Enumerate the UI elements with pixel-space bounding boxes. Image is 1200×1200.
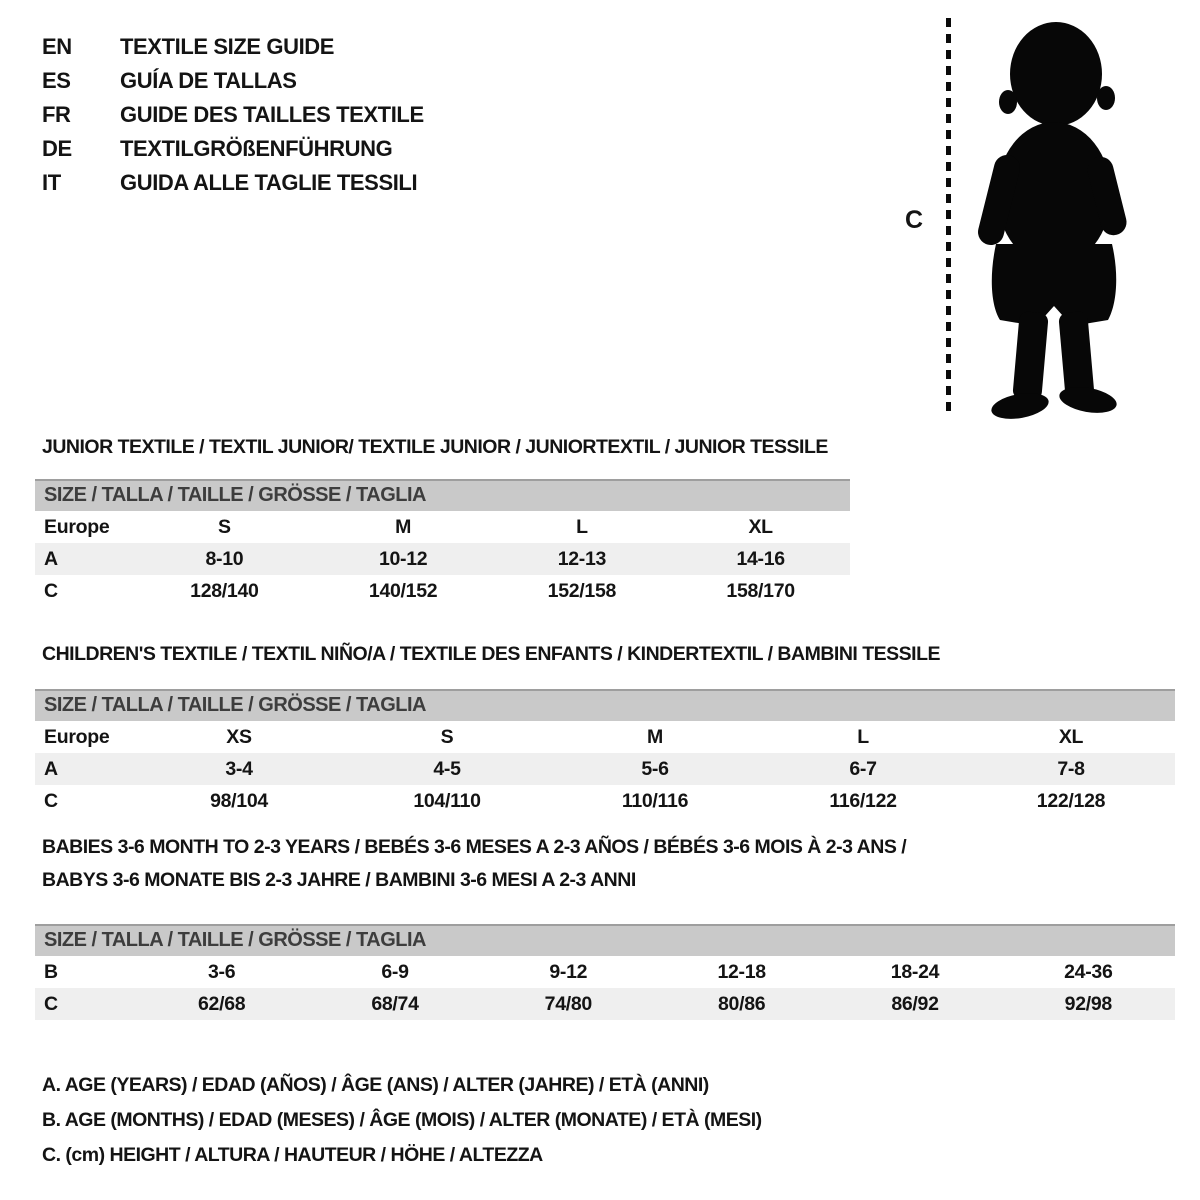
babies-section-title-line2: BABYS 3-6 MONATE BIS 2-3 JAHRE / BAMBINI 3-6 MESI A 2-3 ANNI (42, 869, 636, 891)
children-size-table (35, 689, 1175, 817)
children-section-title: CHILDREN'S TEXTILE / TEXTIL NIÑO/A / TEXTILE DES ENFANTS / KINDERTEXTIL / BAMBINI TESSILE (42, 643, 941, 665)
language-code: FR (42, 102, 71, 127)
table-cell: 3-6 (208, 961, 236, 983)
table-cell: 12-13 (557, 548, 607, 570)
guide-title-es: GUÍA DE TALLAS (120, 68, 297, 93)
size-header-bar: SIZE / TALLA / TAILLE / GRÖSSE / TAGLIA (35, 479, 850, 511)
row-label: C (44, 790, 58, 812)
toddler-silhouette-icon (956, 14, 1148, 422)
language-code: ES (42, 68, 71, 93)
junior-size-table (35, 479, 850, 607)
table-row-height (35, 988, 1175, 1020)
table-cell: S (218, 516, 231, 538)
table-cell: 8-10 (205, 548, 244, 570)
language-code: IT (42, 170, 61, 195)
table-cell: 12-18 (717, 961, 766, 983)
table-cell: 98/104 (210, 790, 268, 812)
language-row-es (42, 64, 424, 98)
legend (42, 1068, 762, 1173)
table-cell: 110/116 (621, 790, 689, 812)
table-cell: L (857, 726, 869, 748)
table-cell: XS (226, 726, 252, 748)
table-cell: 24-36 (1064, 961, 1113, 983)
table-cell: 18-24 (890, 961, 940, 983)
table-cell: M (395, 516, 412, 538)
table-cell: 122/128 (1036, 790, 1106, 812)
row-label: C (44, 993, 58, 1015)
table-cell: 7-8 (1057, 758, 1085, 780)
table-cell: 3-4 (225, 758, 253, 780)
row-label: A (44, 548, 58, 570)
table-row-europe (35, 511, 850, 543)
language-code: DE (42, 136, 72, 161)
language-code: EN (42, 34, 72, 59)
language-row-en (42, 30, 424, 64)
table-cell: 140/152 (368, 580, 438, 602)
table-row-age (35, 543, 850, 575)
language-row-it (42, 166, 424, 200)
table-cell: 10-12 (378, 548, 428, 570)
row-label: Europe (44, 516, 110, 538)
row-label: Europe (44, 726, 110, 748)
legend-line-a: A. AGE (YEARS) / EDAD (AÑOS) / ÂGE (ANS) / ALTER (JAHRE) / ETÀ (ANNI) (42, 1074, 709, 1096)
table-cell: 158/170 (726, 580, 795, 602)
guide-title-fr: GUIDE DES TAILLES TEXTILE (120, 102, 424, 127)
table-cell: 68/74 (371, 993, 419, 1015)
row-label: A (44, 758, 58, 780)
table-cell: 116/122 (829, 790, 897, 812)
height-measure-dashed-line (946, 18, 951, 416)
size-header-bar: SIZE / TALLA / TAILLE / GRÖSSE / TAGLIA (35, 689, 1175, 721)
table-cell: XL (748, 516, 773, 538)
size-header-bar: SIZE / TALLA / TAILLE / GRÖSSE / TAGLIA (35, 924, 1175, 956)
table-row-height (35, 785, 1175, 817)
guide-title-en: TEXTILE SIZE GUIDE (120, 34, 335, 59)
table-cell: 74/80 (544, 993, 592, 1015)
table-cell: 14-16 (736, 548, 785, 570)
table-row-europe (35, 721, 1175, 753)
language-row-de (42, 132, 424, 166)
legend-line-b: B. AGE (MONTHS) / EDAD (MESES) / ÂGE (MOIS) / ALTER (MONATE) / ETÀ (MESI) (42, 1109, 762, 1131)
table-row-age (35, 753, 1175, 785)
table-row-age-months (35, 956, 1175, 988)
height-measure-label: C (905, 206, 923, 234)
table-cell: 92/98 (1064, 993, 1112, 1015)
guide-title-it: GUIDA ALLE TAGLIE TESSILI (120, 170, 418, 195)
table-cell: 5-6 (641, 758, 669, 780)
language-header (42, 30, 424, 200)
table-cell: L (576, 516, 588, 538)
table-cell: 152/158 (547, 580, 617, 602)
table-cell: 104/110 (413, 790, 481, 812)
table-cell: 128/140 (190, 580, 259, 602)
row-label: C (44, 580, 58, 602)
table-cell: 80/86 (718, 993, 766, 1015)
legend-line-c: C. (cm) HEIGHT / ALTURA / HAUTEUR / HÖHE / ALTEZZA (42, 1144, 543, 1166)
table-cell: 6-9 (381, 961, 409, 983)
table-cell: 6-7 (849, 758, 877, 780)
table-cell: XL (1058, 726, 1084, 748)
junior-section-title: JUNIOR TEXTILE / TEXTIL JUNIOR/ TEXTILE JUNIOR / JUNIORTEXTIL / JUNIOR TESSILE (42, 436, 828, 458)
table-cell: 62/68 (198, 993, 246, 1015)
table-cell: S (440, 726, 454, 748)
babies-section-title-line1: BABIES 3-6 MONTH TO 2-3 YEARS / BEBÉS 3-6 MESES A 2-3 AÑOS / BÉBÉS 3-6 MOIS À 2-3 ANS / (42, 836, 907, 858)
babies-size-table (35, 924, 1175, 1020)
row-label: B (44, 961, 58, 983)
guide-title-de: TEXTILGRÖßENFÜHRUNG (120, 136, 393, 161)
table-cell: M (647, 726, 663, 748)
table-row-height (35, 575, 850, 607)
language-row-fr (42, 98, 424, 132)
table-cell: 9-12 (549, 961, 588, 983)
table-cell: 4-5 (433, 758, 461, 780)
table-cell: 86/92 (891, 993, 939, 1015)
